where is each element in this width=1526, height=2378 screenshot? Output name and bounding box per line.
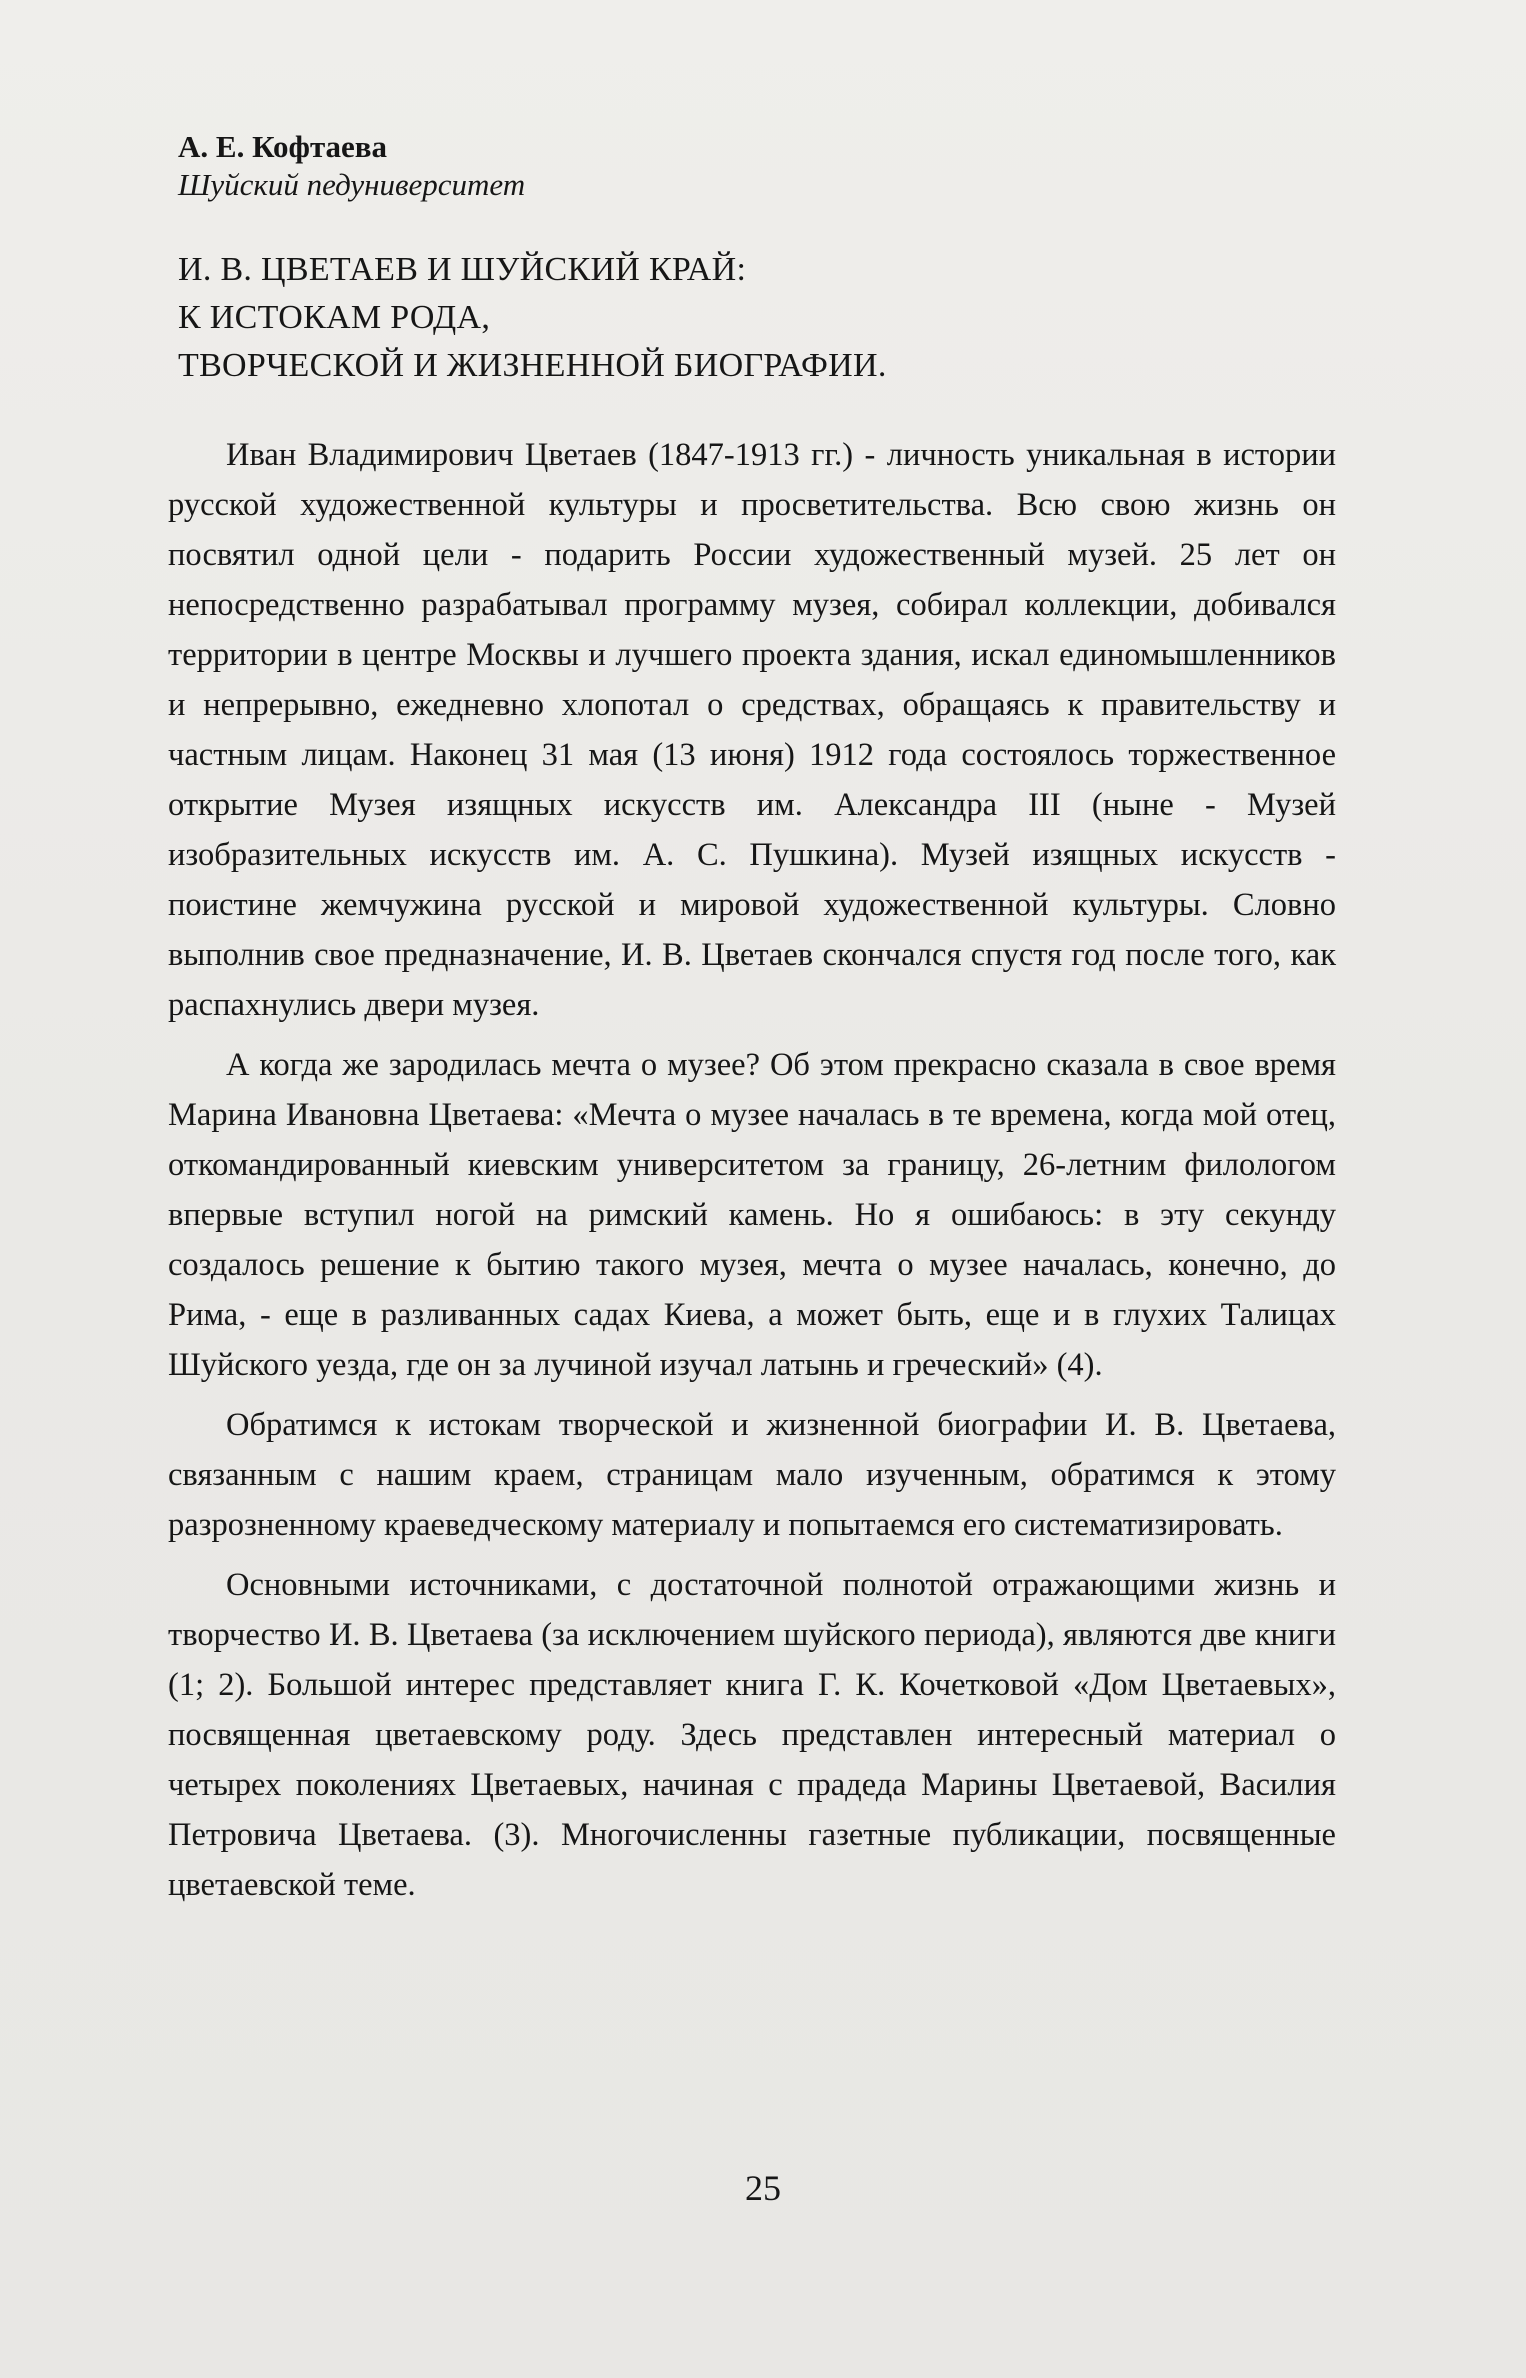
- article-body: [168, 430, 1336, 1910]
- article-title: [168, 246, 1336, 390]
- page-content: [168, 128, 1336, 1920]
- paragraph: Обратимся к истокам творческой и жизненной биографии И. В. Цветаева, связанным с нашим краем, страницам мало изученным, обратимся к этому разрозненному краеведческому материалу и попытаемся его систематизировать.: [168, 1407, 1336, 1543]
- title-line: И. В. ЦВЕТАЕВ И ШУЙСКИЙ КРАЙ:: [178, 251, 747, 288]
- author-name: А. Е. Кофтаева: [178, 129, 388, 164]
- paragraph: Иван Владимирович Цветаев (1847-1913 гг.) - личность уникальная в истории русской художественной культуры и просветительства. Всю свою жизнь он посвятил одной цели - подарить России художественный музей. 25 лет он непосредственно разрабатывал программу музея, собирал коллекции, добивался территории в центре Москвы и лучшего проекта здания, искал единомышленников и непрерывно, ежедневно хлопотал о средствах, обращаясь к правительству и частным лицам. Наконец 31 мая (13 июня) 1912 года состоялось торжественное открытие Музея изящных искусств им. Александра III (ныне - Музей изобразительных искусств им. А. С. Пушкина). Музей изящных искусств - поистине жемчужина русской и мировой художественной культуры. Словно выполнив свое предназначение, И. В. Цветаев скончался спустя год после того, как распахнулись двери музея.: [168, 437, 1336, 1023]
- title-line: К ИСТОКАМ РОДА,: [178, 299, 491, 336]
- title-line: ТВОРЧЕСКОЙ И ЖИЗНЕННОЙ БИОГРАФИИ.: [178, 347, 887, 384]
- paragraph: А когда же зародилась мечта о музее? Об этом прекрасно сказала в свое время Марина Ивановна Цветаева: «Мечта о музее началась в те времена, когда мой отец, откомандированный киевским университетом за границу, 26-летним филологом впервые вступил ногой на римский камень. Но я ошибаюсь: в эту секунду создалось решение к бытию такого музея, мечта о музее началась, конечно, до Рима, - еще в разливанных садах Киева, а может быть, еще и в глухих Талицах Шуйского уезда, где он за лучиной изучал латынь и греческий» (4).: [168, 1047, 1336, 1383]
- author-affiliation: Шуйский педуниверситет: [178, 167, 526, 202]
- paragraph: Основными источниками, с достаточной полнотой отражающими жизнь и творчество И. В. Цветаева (за исключением шуйского периода), являются две книги (1; 2). Большой интерес представляет книга Г. К. Кочетковой «Дом Цветаевых», посвященная цветаевскому роду. Здесь представлен интересный материал о четырех поколениях Цветаевых, начиная с прадеда Марины Цветаевой, Василия Петровича Цветаева. (3). Многочисленны газетные публикации, посвященные цветаевской теме.: [168, 1567, 1336, 1903]
- page-number: 25: [745, 2168, 781, 2208]
